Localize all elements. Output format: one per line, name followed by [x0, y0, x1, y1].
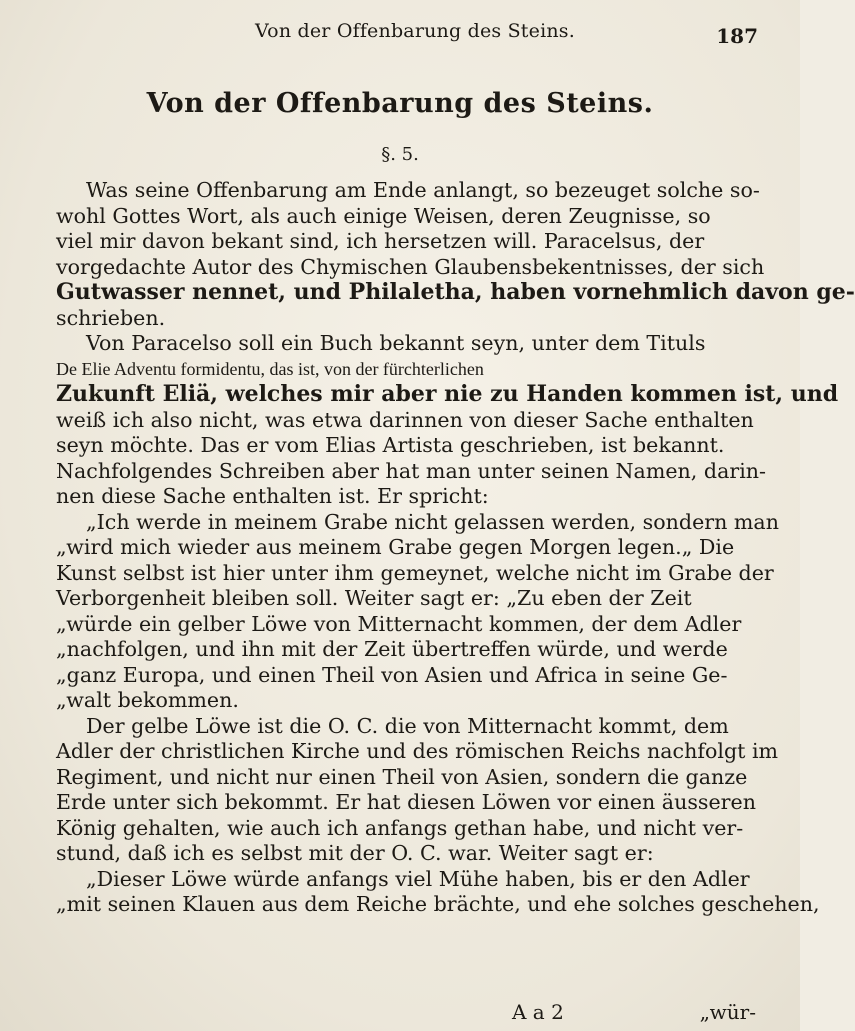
text-line: schrieben. — [56, 305, 166, 330]
text-line: wohl Gottes Wort, als auch einige Weisen, deren Zeugnisse, so — [56, 203, 711, 228]
text-line: Was seine Offenbarung am Ende anlangt, so bezeuget solche so- — [86, 178, 760, 202]
text-line: De Elie Adventu formidentu, das ist, von der fürchterlichen — [56, 358, 484, 379]
text-line: viel mir davon bekant sind, ich hersetzen will. Paracelsus, der — [56, 229, 705, 253]
page-footer — [0, 1000, 800, 1026]
text-line: Der gelbe Löwe ist die O. C. die von Mitternacht kommt, dem — [86, 713, 729, 738]
text-line: „Ich werde in meinem Grabe nicht gelassen werden, sondern man — [86, 509, 779, 534]
text-line: „Dieser Löwe würde anfangs viel Mühe haben, bis er den Adler — [86, 866, 750, 891]
page-number: 187 — [716, 24, 758, 48]
text-line: Kunst selbst ist hier unter ihm gemeynet, welche nicht im Grabe der — [56, 560, 774, 585]
catchword: „wür- — [699, 1000, 756, 1024]
text-line: „würde ein gelber Löwe von Mitternacht kommen, der dem Adler — [56, 611, 742, 636]
text-line: „ganz Europa, und einen Theil von Asien und Africa in seine Ge- — [56, 662, 728, 687]
text-line: weiß ich also nicht, was etwa darinnen von dieser Sache enthalten — [56, 407, 754, 432]
chapter-heading: Von der Offenbarung des Steins. — [146, 88, 654, 119]
section-number: §. 5. — [381, 144, 419, 165]
text-line: Adler der christlichen Kirche und des römischen Reichs nachfolgt im — [56, 739, 779, 763]
signature-mark: A a 2 — [512, 1000, 564, 1024]
text-line: Zukunft Eliä, welches mir aber nie zu Handen kommen ist, und — [56, 381, 839, 407]
running-title: Von der Offenbarung des Steins. — [255, 20, 575, 42]
text-line: vorgedachte Autor des Chymischen Glaubensbekentnisses, der sich — [56, 254, 765, 279]
text-line: „nachfolgen, und ihn mit der Zeit übertreffen würde, und werde — [56, 637, 728, 661]
text-line: Verborgenheit bleiben soll. Weiter sagt er: „Zu eben der Zeit — [56, 586, 692, 610]
text-line: Von Paracelso soll ein Buch bekannt seyn, unter dem Tituls — [86, 331, 706, 355]
text-line: seyn möchte. Das er vom Elias Artista geschrieben, ist bekannt. — [56, 433, 725, 457]
text-line: nen diese Sache enthalten ist. Er spricht: — [56, 484, 489, 508]
text-line: Gutwasser nennet, und Philaletha, haben vornehmlich davon ge- — [56, 279, 855, 305]
text-line: „wird mich wieder aus meinem Grabe gegen Morgen legen.„ Die — [56, 535, 735, 559]
text-line: Regiment, und nicht nur einen Theil von Asien, sondern die ganze — [56, 764, 748, 789]
body-text — [56, 178, 855, 918]
text-line: Erde unter sich bekommt. Er hat diesen Löwen vor einen äusseren — [56, 790, 756, 814]
text-line: stund, daß ich es selbst mit der O. C. war. Weiter sagt er: — [56, 841, 654, 865]
text-line: Nachfolgendes Schreiben aber hat man unter seinen Namen, darin- — [56, 458, 767, 483]
running-head — [0, 14, 800, 48]
text-line: „walt bekommen. — [56, 688, 239, 712]
text-line: „mit seinen Klauen aus dem Reiche brächte, und ehe solches geschehen, — [56, 892, 820, 916]
text-line: König gehalten, wie auch ich anfangs gethan habe, und nicht ver- — [56, 815, 744, 840]
